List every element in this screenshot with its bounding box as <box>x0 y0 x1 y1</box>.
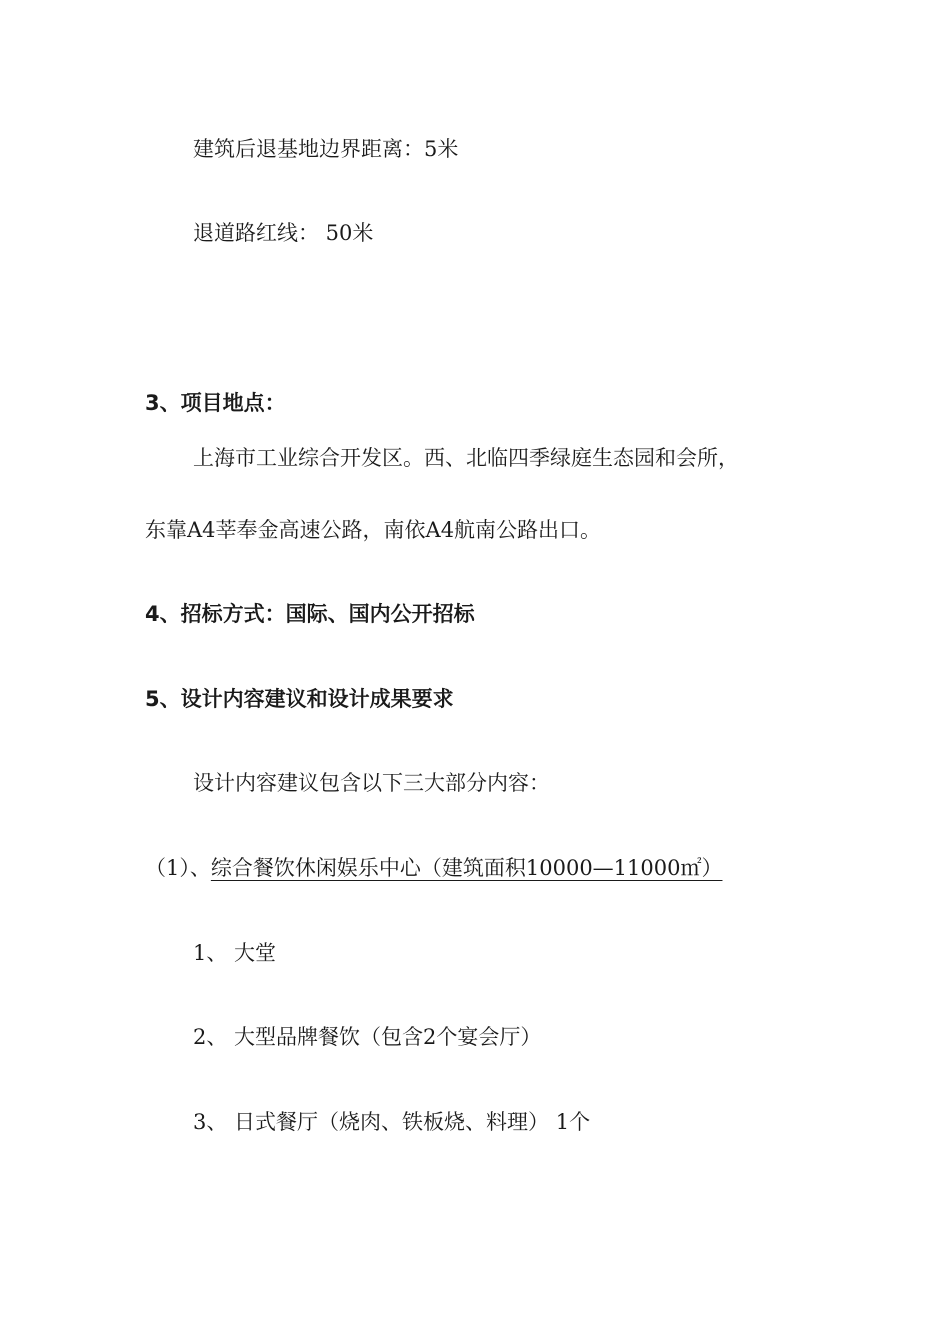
location-paragraph-line-1: 上海市工业综合开发区。西、北临四季绿庭生态园和会所， <box>193 446 739 470</box>
list-item-1: 1、 大堂 <box>193 941 277 965</box>
setback-boundary-line: 建筑后退基地边界距离：5米 <box>193 137 459 161</box>
part-1-line <box>145 853 722 883</box>
section-5-heading: 5、设计内容建议和设计成果要求 <box>145 687 454 711</box>
list-item-3: 3、 日式餐厅（烧肉、铁板烧、料理） 1个 <box>193 1110 591 1134</box>
setback-road-line: 退道路红线： 50米 <box>193 221 374 245</box>
section-4-heading: 4、招标方式：国际、国内公开招标 <box>145 602 475 626</box>
part-1-prefix: （1）、 <box>145 856 211 880</box>
part-1-title: 综合餐饮休闲娱乐中心（建筑面积10000—11000㎡） <box>210 856 723 880</box>
section-3-heading: 3、项目地点： <box>145 391 286 415</box>
list-item-2: 2、 大型品牌餐饮（包含2个宴会厅） <box>193 1025 542 1049</box>
location-paragraph-line-2: 东靠A4莘奉金高速公路，南依A4航南公路出口。 <box>145 518 602 542</box>
design-intro-line: 设计内容建议包含以下三大部分内容： <box>193 771 550 795</box>
